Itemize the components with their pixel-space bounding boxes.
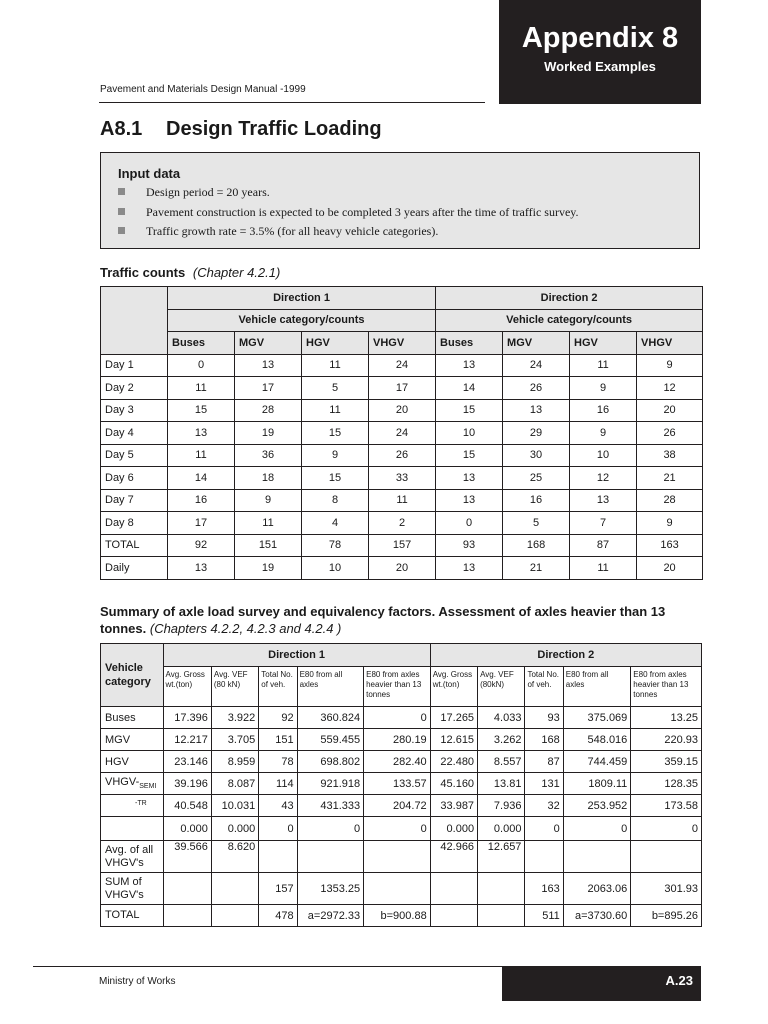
table-row xyxy=(101,444,703,467)
table-row xyxy=(101,729,702,751)
tr-label: -TR xyxy=(135,799,147,807)
table-cell xyxy=(563,841,631,873)
traffic-counts-heading: Traffic counts (Chapter 4.2.1) xyxy=(100,265,281,280)
table-cell: 22.480 xyxy=(430,751,477,773)
input-item: Design period = 20 years. xyxy=(118,185,270,200)
appendix-title: Appendix 8 xyxy=(521,22,679,54)
table-cell: 168 xyxy=(503,534,570,557)
column-header: Avg. VEF (80 kN) xyxy=(211,667,258,707)
table-cell: 131 xyxy=(525,773,563,795)
table-cell: 698.802 xyxy=(297,751,364,773)
table-cell xyxy=(211,873,258,905)
table-cell: 16 xyxy=(168,489,235,512)
page-number-box xyxy=(502,966,701,1001)
table-cell: 29 xyxy=(503,422,570,445)
table-cell: 13 xyxy=(436,489,503,512)
column-header: HGV xyxy=(570,332,637,355)
table-cell: 0 xyxy=(436,512,503,535)
appendix-banner xyxy=(499,0,701,104)
square-bullet-icon xyxy=(118,188,125,195)
row-label: Day 3 xyxy=(101,399,168,422)
table-cell: 8.959 xyxy=(211,751,258,773)
table-cell: 28 xyxy=(637,489,703,512)
table-cell: 42.966 xyxy=(430,841,477,873)
table-cell: 10 xyxy=(302,557,369,580)
table-cell: 18 xyxy=(235,467,302,490)
table-cell: 253.952 xyxy=(563,795,631,817)
table-cell: 21 xyxy=(637,467,703,490)
column-header: Avg. Gross wt.(ton) xyxy=(430,667,477,707)
table-cell: 45.160 xyxy=(430,773,477,795)
table-cell: 24 xyxy=(369,422,436,445)
row-label xyxy=(101,817,164,841)
table-row xyxy=(101,873,702,905)
table-cell: 13.81 xyxy=(478,773,525,795)
table-cell xyxy=(430,905,477,927)
table-cell: 40.548 xyxy=(163,795,211,817)
table-cell: 16 xyxy=(503,489,570,512)
table-cell: 21 xyxy=(503,557,570,580)
footer-divider xyxy=(33,966,503,967)
table-cell: 43 xyxy=(259,795,297,817)
section-title xyxy=(100,118,382,141)
manual-name: Pavement and Materials Design Manual -1999 xyxy=(100,84,306,95)
table-cell: 2 xyxy=(369,512,436,535)
table-cell: 3.705 xyxy=(211,729,258,751)
table-cell: 375.069 xyxy=(563,707,631,729)
table-cell: 431.333 xyxy=(297,795,364,817)
table-cell: 8 xyxy=(302,489,369,512)
table-cell: 17.396 xyxy=(163,707,211,729)
table-cell: 15 xyxy=(168,399,235,422)
table-cell: 28 xyxy=(235,399,302,422)
footer-publisher: Ministry of Works xyxy=(99,976,176,987)
row-label: Day 4 xyxy=(101,422,168,445)
table-cell: 168 xyxy=(525,729,563,751)
table-cell: 26 xyxy=(637,422,703,445)
direction-1-header: Direction 1 xyxy=(168,287,436,310)
table-cell: 0 xyxy=(563,817,631,841)
table-cell: 7 xyxy=(570,512,637,535)
table-cell xyxy=(163,873,211,905)
column-header: Avg. VEF (80kN) xyxy=(478,667,525,707)
column-header: VHGV xyxy=(369,332,436,355)
row-label: Daily xyxy=(101,557,168,580)
column-header: E80 from all axles xyxy=(297,667,364,707)
table-cell: 11 xyxy=(168,444,235,467)
semi-subscript: SEMI xyxy=(139,783,157,791)
table-cell: 114 xyxy=(259,773,297,795)
table-cell: 282.40 xyxy=(364,751,431,773)
table-cell: 17 xyxy=(369,377,436,400)
table-cell: 0 xyxy=(297,817,364,841)
column-header: Buses xyxy=(436,332,503,355)
table-cell: 15 xyxy=(302,467,369,490)
table-cell: 744.459 xyxy=(563,751,631,773)
column-header: HGV xyxy=(302,332,369,355)
table-row xyxy=(101,795,702,817)
table-cell xyxy=(525,841,563,873)
table-cell: 20 xyxy=(637,557,703,580)
table-row xyxy=(101,512,703,535)
table-cell: 559.455 xyxy=(297,729,364,751)
table-cell: 157 xyxy=(369,534,436,557)
table-cell: 157 xyxy=(259,873,297,905)
appendix-subtitle: Worked Examples xyxy=(544,59,656,74)
table-cell: 26 xyxy=(369,444,436,467)
table-row xyxy=(101,773,702,795)
direction-1-header: Direction 1 xyxy=(163,644,430,667)
table-cell xyxy=(163,905,211,927)
table-cell: 8.087 xyxy=(211,773,258,795)
table-cell: 12.217 xyxy=(163,729,211,751)
table-cell: 2063.06 xyxy=(563,873,631,905)
table-cell: 9 xyxy=(637,512,703,535)
traffic-counts-table xyxy=(100,286,703,580)
table-cell: 39.566 xyxy=(163,841,211,873)
table-cell: 9 xyxy=(637,354,703,377)
table-cell: 38 xyxy=(637,444,703,467)
axle-table-body xyxy=(101,707,702,927)
table-cell: 92 xyxy=(168,534,235,557)
table-cell: 1353.25 xyxy=(297,873,364,905)
table-row xyxy=(101,534,703,557)
direction-2-header: Direction 2 xyxy=(436,287,703,310)
column-header: Avg. Gross wt.(ton) xyxy=(163,667,211,707)
table-cell: 15 xyxy=(302,422,369,445)
table-row xyxy=(101,422,703,445)
section-title-text: Design Traffic Loading xyxy=(166,118,382,140)
table-cell: 8.557 xyxy=(478,751,525,773)
direction-2-header: Direction 2 xyxy=(430,644,701,667)
table-cell: 478 xyxy=(259,905,297,927)
table-cell: b=900.88 xyxy=(364,905,431,927)
table-cell: 24 xyxy=(503,354,570,377)
table-cell xyxy=(631,841,702,873)
axle-summary-heading: Summary of axle load survey and equivalency factors. Assessment of axles heavier than 13 tonnes. (Chapters 4.2.2, 4.2.3 and 4.2.4 ) xyxy=(100,604,666,636)
table-cell: 0 xyxy=(364,817,431,841)
square-bullet-icon xyxy=(118,208,125,215)
table-cell: 33 xyxy=(369,467,436,490)
table-cell: 87 xyxy=(570,534,637,557)
row-label: Buses xyxy=(101,707,164,729)
table-cell: 20 xyxy=(369,399,436,422)
table-cell xyxy=(364,841,431,873)
table-cell: 17 xyxy=(235,377,302,400)
table-cell: 921.918 xyxy=(297,773,364,795)
table-cell: 0.000 xyxy=(211,817,258,841)
table-cell: 3.922 xyxy=(211,707,258,729)
table-row xyxy=(101,557,703,580)
table-cell: 32 xyxy=(525,795,563,817)
row-label: SUM of VHGV's xyxy=(101,873,164,905)
table-cell xyxy=(259,841,297,873)
table-row xyxy=(101,841,702,873)
row-label xyxy=(101,795,164,817)
table-cell: 4 xyxy=(302,512,369,535)
table-cell: 14 xyxy=(168,467,235,490)
table-cell: a=2972.33 xyxy=(297,905,364,927)
table-cell: 92 xyxy=(259,707,297,729)
table-cell: 151 xyxy=(235,534,302,557)
table-cell: 204.72 xyxy=(364,795,431,817)
table-cell: 5 xyxy=(302,377,369,400)
header-divider xyxy=(99,102,485,103)
table-cell: 1809.11 xyxy=(563,773,631,795)
row-label: Day 7 xyxy=(101,489,168,512)
column-header: E80 from all axles xyxy=(563,667,631,707)
input-item: Pavement construction is expected to be completed 3 years after the time of traffic survey. xyxy=(118,205,579,220)
table-cell: 12 xyxy=(570,467,637,490)
table-cell: 10 xyxy=(570,444,637,467)
table-cell: 0 xyxy=(631,817,702,841)
table-row xyxy=(101,751,702,773)
column-header: E80 from axles heavier than 13 tonnes xyxy=(364,667,431,707)
table-cell: 11 xyxy=(168,377,235,400)
table-cell: 280.19 xyxy=(364,729,431,751)
input-data-title: Input data xyxy=(118,166,181,181)
table-row xyxy=(101,905,702,927)
table-cell: 151 xyxy=(259,729,297,751)
table-cell: 13.25 xyxy=(631,707,702,729)
table-cell: 0 xyxy=(525,817,563,841)
table-cell: 39.196 xyxy=(163,773,211,795)
table-cell: 11 xyxy=(235,512,302,535)
table-cell: 11 xyxy=(570,557,637,580)
corner-cell xyxy=(101,287,168,355)
row-label: Day 8 xyxy=(101,512,168,535)
table-cell: 13 xyxy=(436,467,503,490)
input-item: Traffic growth rate = 3.5% (for all heavy vehicle categories). xyxy=(118,224,438,239)
table-cell: 0 xyxy=(259,817,297,841)
vehicle-category-header: Vehicle category/counts xyxy=(168,309,436,332)
table-cell: 5 xyxy=(503,512,570,535)
table-cell: 15 xyxy=(436,444,503,467)
row-label: Day 6 xyxy=(101,467,168,490)
table-cell: 20 xyxy=(637,399,703,422)
table-cell: 13 xyxy=(436,557,503,580)
column-header: Total No. of veh. xyxy=(525,667,563,707)
table-cell: 12.615 xyxy=(430,729,477,751)
column-header: MGV xyxy=(235,332,302,355)
row-label: MGV xyxy=(101,729,164,751)
table-cell: 163 xyxy=(637,534,703,557)
square-bullet-icon xyxy=(118,227,125,234)
table-cell xyxy=(364,873,431,905)
table-cell: 17.265 xyxy=(430,707,477,729)
table-cell: 25 xyxy=(503,467,570,490)
table-cell xyxy=(478,905,525,927)
table-cell: 0.000 xyxy=(430,817,477,841)
table-cell xyxy=(211,905,258,927)
section-number: A8.1 xyxy=(100,118,143,140)
column-header: E80 from axles heavier than 13 tonnes xyxy=(631,667,702,707)
table-cell xyxy=(297,841,364,873)
traffic-table-body xyxy=(101,354,703,579)
table-cell: 10.031 xyxy=(211,795,258,817)
table-cell: 163 xyxy=(525,873,563,905)
table-cell: b=895.26 xyxy=(631,905,702,927)
vehicle-category-header: Vehicle category xyxy=(101,644,164,707)
table-cell: 17 xyxy=(168,512,235,535)
table-row xyxy=(101,399,703,422)
table-cell: 93 xyxy=(436,534,503,557)
row-label: Day 1 xyxy=(101,354,168,377)
page-number: A.23 xyxy=(665,973,693,988)
table-cell: 13 xyxy=(570,489,637,512)
table-cell: 87 xyxy=(525,751,563,773)
table-cell: 19 xyxy=(235,422,302,445)
table-cell: 93 xyxy=(525,707,563,729)
table-row xyxy=(101,817,702,841)
row-label: Day 2 xyxy=(101,377,168,400)
table-cell: 13 xyxy=(235,354,302,377)
table-cell: 10 xyxy=(436,422,503,445)
table-cell: 23.146 xyxy=(163,751,211,773)
table-cell: 173.58 xyxy=(631,795,702,817)
table-cell: 0 xyxy=(168,354,235,377)
table-cell: 24 xyxy=(369,354,436,377)
table-cell: 11 xyxy=(302,399,369,422)
table-cell: 30 xyxy=(503,444,570,467)
table-cell: a=3730.60 xyxy=(563,905,631,927)
table-cell: 78 xyxy=(259,751,297,773)
table-cell: 20 xyxy=(369,557,436,580)
row-label: TOTAL xyxy=(101,905,164,927)
axle-summary-table xyxy=(100,643,702,927)
table-cell: 11 xyxy=(369,489,436,512)
input-data-box xyxy=(100,152,700,249)
column-header: Buses xyxy=(168,332,235,355)
row-label: Avg. of all VHGV's xyxy=(101,841,164,873)
row-label xyxy=(101,773,164,795)
vehicle-category-header: Vehicle category/counts xyxy=(436,309,703,332)
table-row xyxy=(101,377,703,400)
table-cell: 360.824 xyxy=(297,707,364,729)
table-cell: 13 xyxy=(503,399,570,422)
table-cell: 0 xyxy=(364,707,431,729)
table-cell: 33.987 xyxy=(430,795,477,817)
table-cell: 19 xyxy=(235,557,302,580)
table-cell: 36 xyxy=(235,444,302,467)
table-cell: 13 xyxy=(168,422,235,445)
table-cell: 511 xyxy=(525,905,563,927)
table-cell: 11 xyxy=(570,354,637,377)
column-header: MGV xyxy=(503,332,570,355)
row-label: HGV xyxy=(101,751,164,773)
column-header: Total No. of veh. xyxy=(259,667,297,707)
table-cell: 220.93 xyxy=(631,729,702,751)
table-cell: 12.657 xyxy=(478,841,525,873)
table-cell: 128.35 xyxy=(631,773,702,795)
table-cell: 133.57 xyxy=(364,773,431,795)
column-header: VHGV xyxy=(637,332,703,355)
table-row xyxy=(101,467,703,490)
table-cell: 9 xyxy=(570,377,637,400)
table-cell: 548.016 xyxy=(563,729,631,751)
table-cell: 13 xyxy=(436,354,503,377)
table-cell: 15 xyxy=(436,399,503,422)
table-cell: 359.15 xyxy=(631,751,702,773)
table-cell: 13 xyxy=(168,557,235,580)
table-row xyxy=(101,489,703,512)
table-cell: 0.000 xyxy=(163,817,211,841)
table-cell: 0.000 xyxy=(478,817,525,841)
table-cell: 7.936 xyxy=(478,795,525,817)
table-cell: 26 xyxy=(503,377,570,400)
table-cell: 16 xyxy=(570,399,637,422)
table-cell: 12 xyxy=(637,377,703,400)
table-cell: 4.033 xyxy=(478,707,525,729)
vhgv-label: VHGV- xyxy=(105,776,140,789)
table-row xyxy=(101,354,703,377)
table-cell xyxy=(478,873,525,905)
table-cell: 3.262 xyxy=(478,729,525,751)
table-cell: 9 xyxy=(235,489,302,512)
table-cell: 301.93 xyxy=(631,873,702,905)
table-cell: 11 xyxy=(302,354,369,377)
table-row xyxy=(101,707,702,729)
table-cell xyxy=(430,873,477,905)
table-cell: 14 xyxy=(436,377,503,400)
table-cell: 8.620 xyxy=(211,841,258,873)
row-label: TOTAL xyxy=(101,534,168,557)
table-cell: 9 xyxy=(570,422,637,445)
row-label: Day 5 xyxy=(101,444,168,467)
table-cell: 9 xyxy=(302,444,369,467)
table-cell: 78 xyxy=(302,534,369,557)
